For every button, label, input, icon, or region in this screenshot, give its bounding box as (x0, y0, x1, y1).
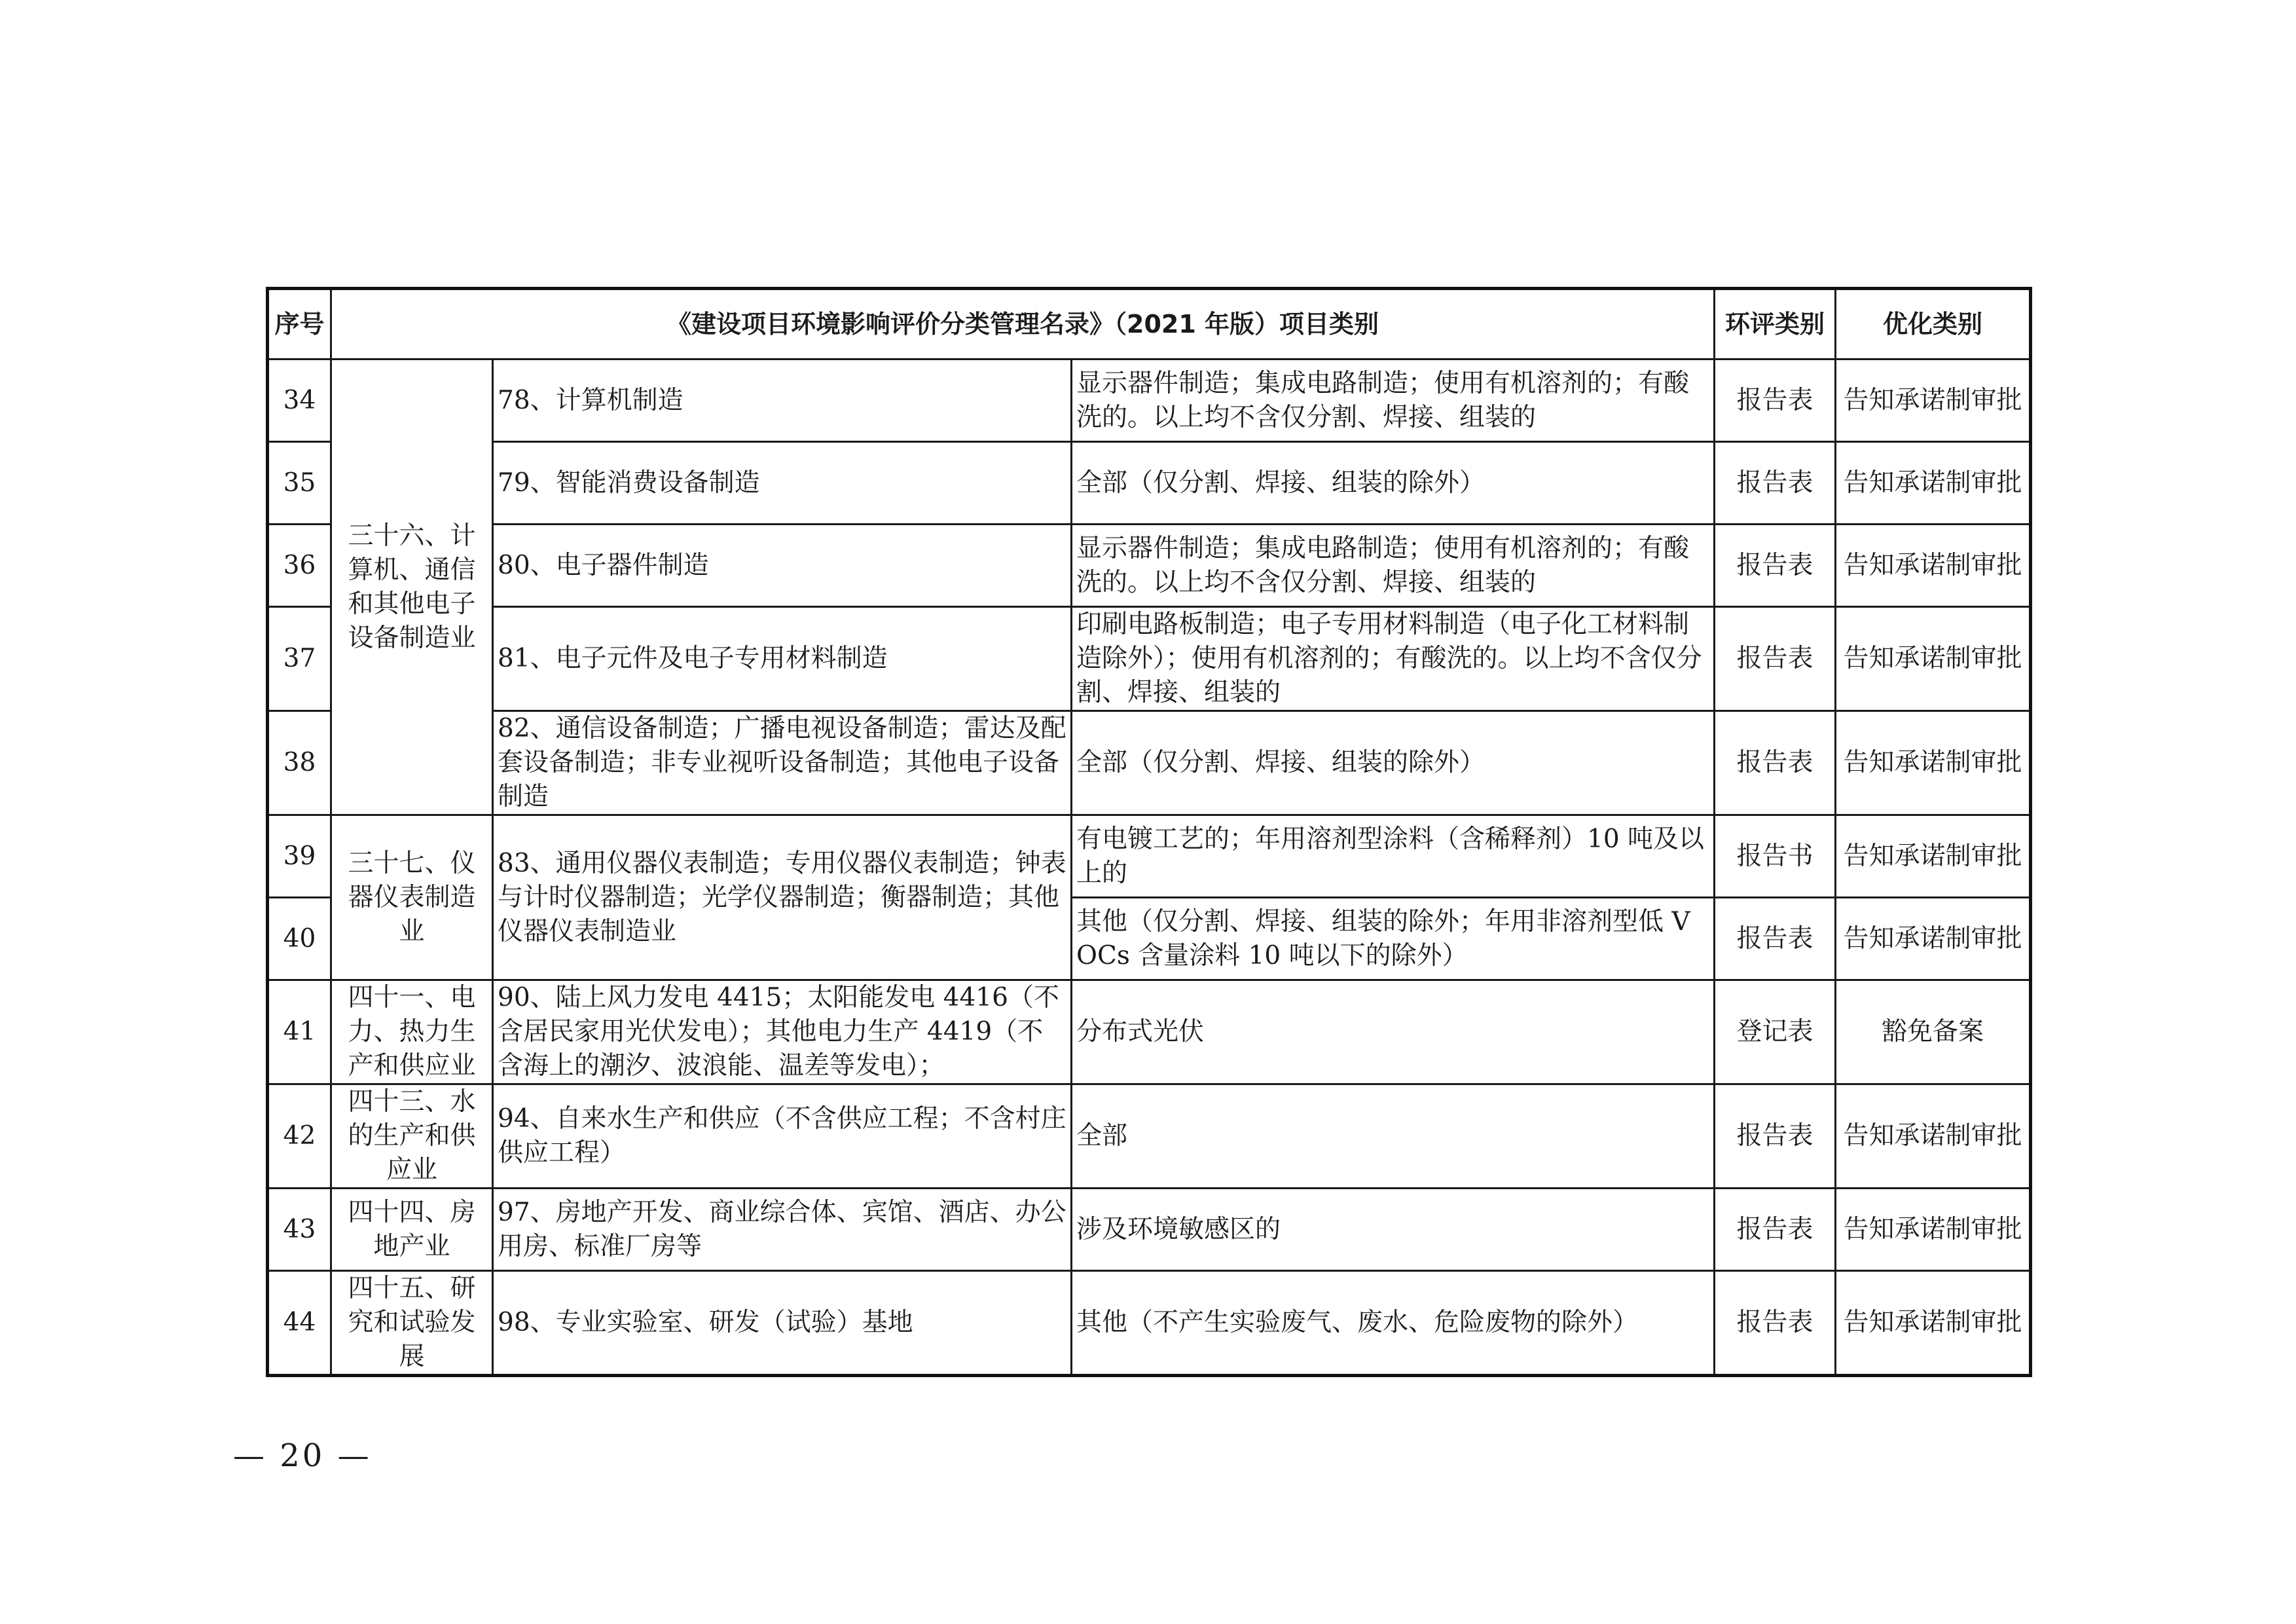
eia-type: 报告表 (1715, 1084, 1836, 1189)
row-seq: 39 (268, 815, 331, 898)
table-row (268, 711, 2031, 815)
project-item: 97、房地产开发、商业综合体、宾馆、酒店、办公用房、标准厂房等 (493, 1189, 1072, 1271)
row-seq: 40 (268, 898, 331, 980)
project-scope: 其他（仅分割、焊接、组装的除外；年用非溶剂型低 VOCs 含量涂料 10 吨以下的除外） (1072, 898, 1715, 980)
row-seq: 43 (268, 1189, 331, 1271)
table-row (268, 1084, 2031, 1189)
project-item: 79、智能消费设备制造 (493, 442, 1072, 525)
table-row (268, 360, 2031, 442)
project-item: 83、通用仪器仪表制造；专用仪器仪表制造；钟表与计时仪器制造；光学仪器制造；衡器制造；其他仪器仪表制造业 (493, 815, 1072, 980)
project-scope: 有电镀工艺的；年用溶剂型涂料（含稀释剂）10 吨及以上的 (1072, 815, 1715, 898)
table-row (268, 525, 2031, 607)
project-scope: 全部（仅分割、焊接、组装的除外） (1072, 442, 1715, 525)
project-item: 98、专业实验室、研发（试验）基地 (493, 1271, 1072, 1376)
optimized-type: 告知承诺制审批 (1836, 711, 2031, 815)
project-scope: 全部（仅分割、焊接、组装的除外） (1072, 711, 1715, 815)
eia-type: 报告表 (1715, 360, 1836, 442)
header-optimized-category: 优化类别 (1836, 289, 2031, 360)
table-row (268, 1271, 2031, 1376)
project-scope: 显示器件制造；集成电路制造；使用有机溶剂的；有酸洗的。以上均不含仅分割、焊接、组装的 (1072, 360, 1715, 442)
row-seq: 44 (268, 1271, 331, 1376)
industry-category: 四十一、电力、热力生产和供应业 (331, 980, 493, 1084)
row-seq: 41 (268, 980, 331, 1084)
optimized-type: 告知承诺制审批 (1836, 815, 2031, 898)
industry-category: 四十四、房地产业 (331, 1189, 493, 1271)
project-scope: 涉及环境敏感区的 (1072, 1189, 1715, 1271)
project-item: 94、自来水生产和供应（不含供应工程；不含村庄供应工程） (493, 1084, 1072, 1189)
eia-type: 报告表 (1715, 1271, 1836, 1376)
row-seq: 36 (268, 525, 331, 607)
project-scope: 分布式光伏 (1072, 980, 1715, 1084)
header-seq: 序号 (268, 289, 331, 360)
project-item: 81、电子元件及电子专用材料制造 (493, 607, 1072, 711)
industry-category: 三十七、仪器仪表制造业 (331, 815, 493, 980)
project-scope: 显示器件制造；集成电路制造；使用有机溶剂的；有酸洗的。以上均不含仅分割、焊接、组装的 (1072, 525, 1715, 607)
optimized-type: 告知承诺制审批 (1836, 360, 2031, 442)
table-row (268, 980, 2031, 1084)
header-eia-category: 环评类别 (1715, 289, 1836, 360)
table-header-row (268, 289, 2031, 360)
project-item: 80、电子器件制造 (493, 525, 1072, 607)
optimized-type: 告知承诺制审批 (1836, 607, 2031, 711)
classification-table (266, 287, 2032, 1377)
eia-type: 登记表 (1715, 980, 1836, 1084)
optimized-type: 告知承诺制审批 (1836, 1084, 2031, 1189)
table-row (268, 607, 2031, 711)
optimized-type: 告知承诺制审批 (1836, 1189, 2031, 1271)
project-item: 82、通信设备制造；广播电视设备制造；雷达及配套设备制造；非专业视听设备制造；其他电子设备制造 (493, 711, 1072, 815)
row-seq: 42 (268, 1084, 331, 1189)
eia-type: 报告表 (1715, 898, 1836, 980)
optimized-type: 豁免备案 (1836, 980, 2031, 1084)
header-catalog: 《建设项目环境影响评价分类管理名录》（2021 年版）项目类别 (331, 289, 1715, 360)
row-seq: 38 (268, 711, 331, 815)
project-scope: 全部 (1072, 1084, 1715, 1189)
table-row (268, 815, 2031, 898)
eia-type: 报告表 (1715, 711, 1836, 815)
page-number: — 20 — (233, 1437, 372, 1474)
optimized-type: 告知承诺制审批 (1836, 898, 2031, 980)
row-seq: 34 (268, 360, 331, 442)
optimized-type: 告知承诺制审批 (1836, 442, 2031, 525)
table-row (268, 442, 2031, 525)
table-row (268, 1189, 2031, 1271)
industry-category: 四十五、研究和试验发展 (331, 1271, 493, 1376)
eia-type: 报告表 (1715, 1189, 1836, 1271)
project-item: 90、陆上风力发电 4415；太阳能发电 4416（不含居民家用光伏发电）；其他电力生产 4419（不含海上的潮汐、波浪能、温差等发电）； (493, 980, 1072, 1084)
optimized-type: 告知承诺制审批 (1836, 1271, 2031, 1376)
optimized-type: 告知承诺制审批 (1836, 525, 2031, 607)
project-scope: 其他（不产生实验废气、废水、危险废物的除外） (1072, 1271, 1715, 1376)
project-item: 78、计算机制造 (493, 360, 1072, 442)
industry-category: 四十三、水的生产和供应业 (331, 1084, 493, 1189)
industry-category: 三十六、计算机、通信和其他电子设备制造业 (331, 360, 493, 815)
eia-type: 报告书 (1715, 815, 1836, 898)
eia-type: 报告表 (1715, 607, 1836, 711)
project-scope: 印刷电路板制造；电子专用材料制造（电子化工材料制造除外）；使用有机溶剂的；有酸洗的。以上均不含仅分割、焊接、组装的 (1072, 607, 1715, 711)
row-seq: 35 (268, 442, 331, 525)
eia-type: 报告表 (1715, 525, 1836, 607)
eia-type: 报告表 (1715, 442, 1836, 525)
row-seq: 37 (268, 607, 331, 711)
